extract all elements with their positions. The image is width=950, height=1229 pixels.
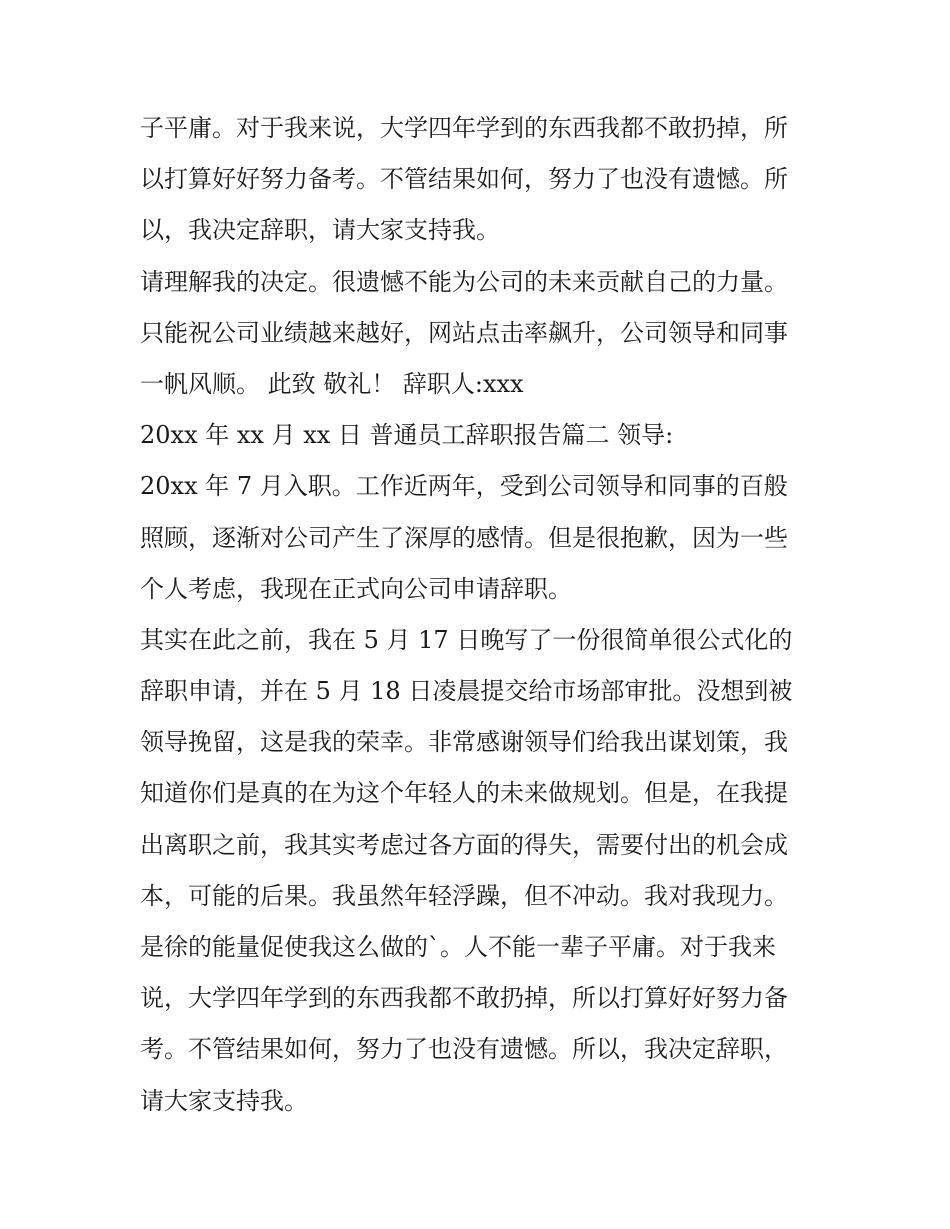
body-text [140, 103, 820, 1127]
text-line: 领导挽留，这是我的荣幸。非常感谢领导们给我出谋划策，我 [140, 728, 788, 757]
text-line: 请理解我的决定。很遗憾不能为公司的未来贡献自己的力量。 [140, 267, 788, 296]
text-line: 只能祝公司业绩越来越好，网站点击率飙升，公司领导和同事 [140, 318, 788, 347]
text-line: 子平庸。对于我来说，大学四年学到的东西我都不敢扔掉，所 [140, 114, 788, 142]
text-line: 考。不管结果如何，努力了也没有遗憾。所以，我决定辞职， [140, 1035, 788, 1064]
text-line: 说，大学四年学到的东西我都不敢扔掉，所以打算好好努力备 [140, 984, 788, 1013]
text-line: 以，我决定辞职，请大家支持我。 [140, 216, 500, 245]
text-line: 个人考虑，我现在正式向公司申请辞职。 [140, 574, 572, 603]
text-line: 以打算好好努力备考。不管结果如何，努力了也没有遗憾。所 [140, 165, 788, 194]
text-line: 本，可能的后果。我虽然年轻浮躁，但不冲动。我对我现力。 [140, 881, 788, 910]
text-line: 其实在此之前，我在 5 月 17 日晚写了一份很简单很公式化的 [140, 625, 793, 654]
text-line: 20xx 年 7 月入职。工作近两年，受到公司领导和同事的百般 [140, 472, 788, 501]
text-line: 辞职申请，并在 5 月 18 日凌晨提交给市场部审批。没想到被 [140, 677, 793, 706]
text-line: 出离职之前，我其实考虑过各方面的得失，需要付出的机会成 [140, 830, 788, 859]
text-line: 照顾，逐渐对公司产生了深厚的感情。但是很抱歉，因为一些 [140, 523, 788, 552]
text-line: 请大家支持我。 [140, 1086, 308, 1115]
text-line: 20xx 年 xx 月 xx 日 普通员工辞职报告篇二 领导: [140, 421, 674, 450]
text-line: 是徐的能量促使我这么做的`。人不能一辈子平庸。对于我来 [140, 933, 776, 961]
text-line: 一帆风顺。 此致 敬礼！ 辞职人:xxx [140, 369, 524, 398]
text-line: 知道你们是真的在为这个年轻人的未来做规划。但是，在我提 [140, 779, 788, 808]
